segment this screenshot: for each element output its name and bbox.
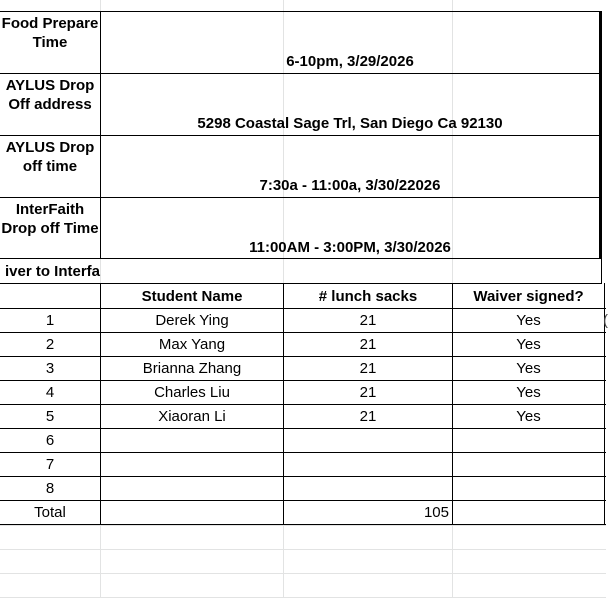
waiver-cell[interactable]: Yes — [516, 408, 541, 425]
interfaith-value[interactable]: 11:00AM - 3:00PM, 3/30/2026 — [249, 239, 451, 256]
border — [0, 308, 606, 309]
waiver-cell[interactable]: Yes — [516, 312, 541, 329]
gridline — [0, 549, 606, 550]
total-label: Total — [34, 504, 66, 521]
student-name-cell[interactable]: Xiaoran Li — [158, 408, 226, 425]
border — [0, 283, 602, 284]
dropoff-time-value[interactable]: 7:30a - 11:00a, 3/30/22026 — [259, 177, 441, 194]
student-name-cell[interactable]: Brianna Zhang — [142, 360, 242, 377]
border — [0, 135, 602, 136]
interfaith-label: InterFaith Drop off Time — [1, 201, 99, 237]
lunch-sacks-cell[interactable]: 21 — [359, 384, 377, 401]
gridline — [0, 525, 606, 526]
header-student-name: Student Name — [141, 288, 243, 305]
food-prepare-label: Food Prepare Time — [1, 15, 99, 51]
total-value[interactable]: 105 — [423, 504, 449, 521]
border — [601, 258, 602, 284]
border — [0, 380, 606, 381]
overflow-text-fragment: ( — [603, 312, 608, 329]
student-name-cell[interactable]: Max Yang — [158, 336, 226, 353]
border — [0, 73, 602, 74]
lunch-sacks-cell[interactable]: 21 — [359, 408, 377, 425]
border — [0, 332, 606, 333]
lunch-sacks-cell[interactable]: 21 — [359, 336, 377, 353]
row-number: 1 — [45, 312, 55, 329]
border — [100, 11, 101, 259]
border — [0, 500, 606, 501]
border — [599, 11, 602, 259]
row-number: 8 — [45, 480, 55, 497]
gridline — [0, 573, 606, 574]
header-lunch-sacks: # lunch sacks — [318, 288, 418, 305]
border — [0, 428, 606, 429]
lunch-sacks-cell[interactable]: 21 — [359, 360, 377, 377]
food-prepare-value[interactable]: 6-10pm, 3/29/2026 — [286, 53, 414, 70]
row-number: 5 — [45, 408, 55, 425]
border — [0, 452, 606, 453]
waiver-cell[interactable]: Yes — [516, 336, 541, 353]
row-number: 4 — [45, 384, 55, 401]
border — [0, 404, 606, 405]
waiver-label: iver to Interfa — [4, 263, 100, 280]
student-name-cell[interactable]: Charles Liu — [154, 384, 230, 401]
dropoff-address-label: AYLUS Drop Off address — [5, 77, 95, 113]
dropoff-address-value[interactable]: 5298 Coastal Sage Trl, San Diego Ca 92130 — [197, 115, 503, 132]
border — [0, 356, 606, 357]
waiver-cell[interactable]: Yes — [516, 384, 541, 401]
dropoff-time-label: AYLUS Drop off time — [5, 139, 95, 175]
row-number: 3 — [45, 360, 55, 377]
header-waiver: Waiver signed? — [473, 288, 584, 305]
border — [0, 11, 602, 12]
row-number: 7 — [45, 456, 55, 473]
row-number: 2 — [45, 336, 55, 353]
lunch-sacks-cell[interactable]: 21 — [359, 312, 377, 329]
student-name-cell[interactable]: Derek Ying — [155, 312, 229, 329]
border — [0, 476, 606, 477]
border — [0, 197, 602, 198]
border — [0, 258, 602, 259]
row-number: 6 — [45, 432, 55, 449]
border — [0, 524, 606, 525]
waiver-cell[interactable]: Yes — [516, 360, 541, 377]
